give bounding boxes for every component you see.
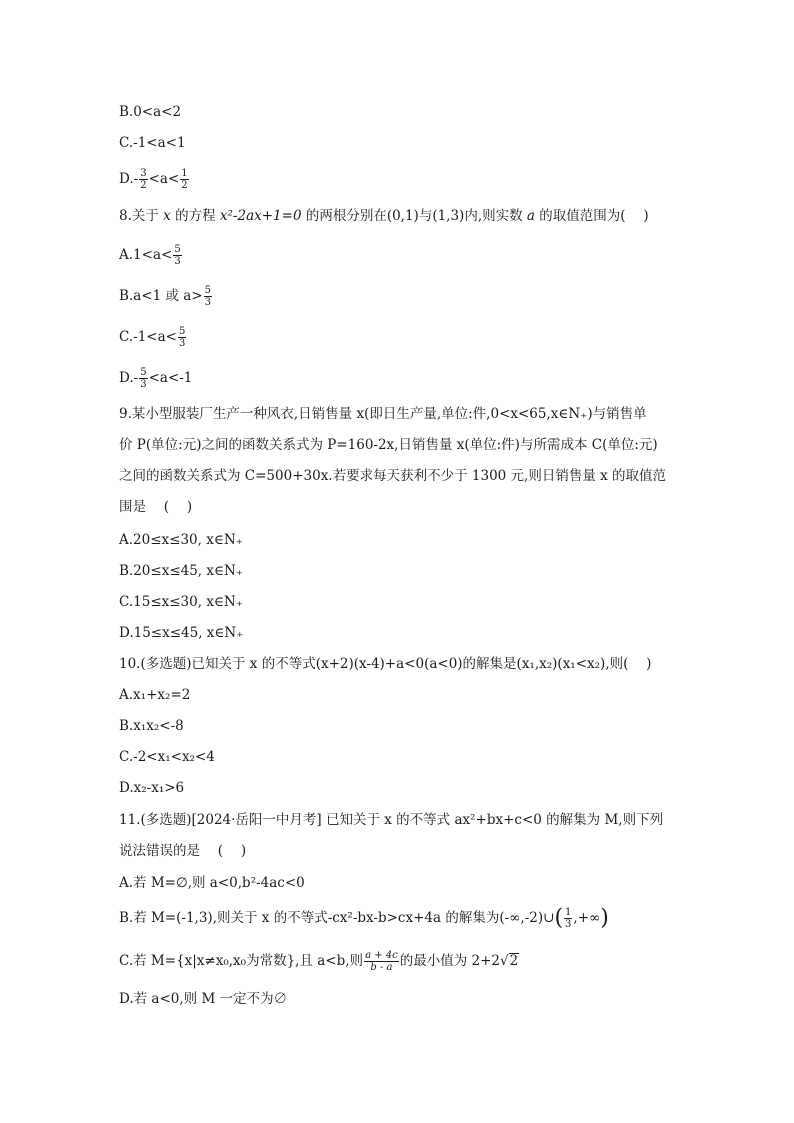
frac-den: 3 [174, 256, 181, 267]
q8-stem [119, 206, 649, 226]
q8-c-text: C.-1<a< [119, 329, 177, 345]
q11-option-b [119, 907, 609, 930]
q7-option-d [119, 168, 190, 191]
q9-option-c: C.15≤x≤30, x∈N₊ [119, 594, 243, 610]
frac-den: 3 [140, 379, 147, 390]
fraction [139, 367, 147, 390]
frac-den: 2 [140, 180, 147, 191]
q8-d-post: <a<-1 [148, 370, 193, 386]
q11-c-mid: 的最小值为 2+2 [399, 953, 501, 969]
frac-den: b - a [370, 962, 393, 973]
q10-stem: 10.(多选题)已知关于 x 的不等式(x+2)(x-4)+a<0(a<0)的解集是(x₁,x₂)(x₁<x₂),则( ) [119, 656, 652, 672]
frac-num: 3 [140, 168, 147, 179]
q8-d-pre: D.- [119, 370, 139, 386]
frac-num: 5 [140, 367, 147, 378]
q11-b-pre: B.若 M=(-1,3),则关于 x 的不等式-cx²-bx-b>cx+4a 的解集为(-∞,-2)∪ [119, 910, 555, 926]
q11-option-d: D.若 a<0,则 M 一定不为∅ [119, 991, 288, 1007]
left-paren: ( [554, 905, 564, 931]
fraction [173, 244, 181, 267]
frac-den: 2 [181, 180, 188, 191]
frac-num: 5 [178, 326, 186, 337]
q11-option-c [119, 950, 519, 973]
q8-b-text: B.a<1 或 a> [119, 288, 203, 304]
fraction [180, 168, 188, 191]
q9-stem-line4: 围是 ( ) [119, 499, 193, 515]
frac-num: 1 [181, 168, 188, 179]
q11-option-a: A.若 M=∅,则 a<0,b²-4ac<0 [119, 875, 305, 891]
right-paren: ) [600, 905, 609, 931]
fraction [178, 326, 186, 349]
frac-num: 5 [204, 285, 211, 296]
q11-c-pre: C.若 M={x|x≠x₀,x₀为常数},且 a<b,则 [119, 953, 364, 969]
q8-stem-pre: 8.关于 [119, 208, 164, 224]
q10-option-b: B.x₁x₂<-8 [119, 718, 184, 734]
q8-stem-x: x [163, 208, 171, 224]
q10-option-c: C.-2<x₁<x₂<4 [119, 749, 215, 765]
q9-option-a: A.20≤x≤30, x∈N₊ [119, 532, 243, 548]
q8-stem-eq: x²-2ax+1=0 [219, 208, 302, 224]
sqrt-sign: √ [500, 953, 509, 969]
frac-num: a + 4c [365, 950, 398, 961]
q7-option-c: C.-1<a<1 [119, 135, 186, 151]
fraction [204, 285, 212, 308]
q9-stem-line2: 价 P(单位:元)之间的函数关系式为 P=160-2x,日销售量 x(单位:件)与所需成本 C(单位:元) [119, 437, 658, 453]
frac-num: 1 [565, 907, 572, 918]
q11-stem-line2: 说法错误的是 ( ) [119, 843, 247, 859]
q9-stem-line1: 9.某小型服装厂生产一种风衣,日销售量 x(即日生产量,单位:件,0<x<65,x∈N₊)与销售单 [119, 406, 647, 422]
q11-stem-line1: 11.(多选题)[2024·岳阳一中月考] 已知关于 x 的不等式 ax²+bx+c<0 的解集为 M,则下列 [119, 812, 664, 828]
q8-option-d [119, 367, 192, 390]
q8-option-a [119, 244, 183, 267]
frac-den: 3 [178, 338, 186, 349]
q7-d-prefix: D.- [119, 171, 139, 187]
frac-den: 3 [565, 919, 572, 930]
q8-a-text: A.1<a< [119, 247, 173, 263]
q8-stem-post: 的取值范围为( ) [534, 208, 649, 224]
q8-option-c [119, 326, 187, 349]
q9-option-b: B.20≤x≤45, x∈N₊ [119, 563, 243, 579]
q9-option-d: D.15≤x≤45, x∈N₊ [119, 625, 244, 641]
q10-option-a: A.x₁+x₂=2 [119, 687, 191, 703]
fraction [364, 950, 399, 973]
frac-den: 3 [204, 297, 211, 308]
q8-stem-mid2: 的两根分别在(0,1)与(1,3)内,则实数 [301, 208, 527, 224]
fraction [139, 168, 147, 191]
frac-num: 5 [174, 244, 181, 255]
sqrt-radicand: 2 [509, 953, 519, 969]
q10-option-d: D.x₂-x₁>6 [119, 780, 185, 796]
q11-b-post: ,+∞ [573, 910, 601, 926]
q8-option-b [119, 285, 213, 308]
fraction [564, 907, 572, 930]
q7-d-mid: <a< [148, 171, 180, 187]
q7-option-b: B.0<a<2 [119, 104, 182, 120]
q8-stem-a: a [526, 208, 535, 224]
q8-stem-mid1: 的方程 [170, 208, 220, 224]
q9-stem-line3: 之间的函数关系式为 C=500+30x.若要求每天获利不少于 1300 元,则日销售量 x 的取值范 [119, 468, 667, 484]
